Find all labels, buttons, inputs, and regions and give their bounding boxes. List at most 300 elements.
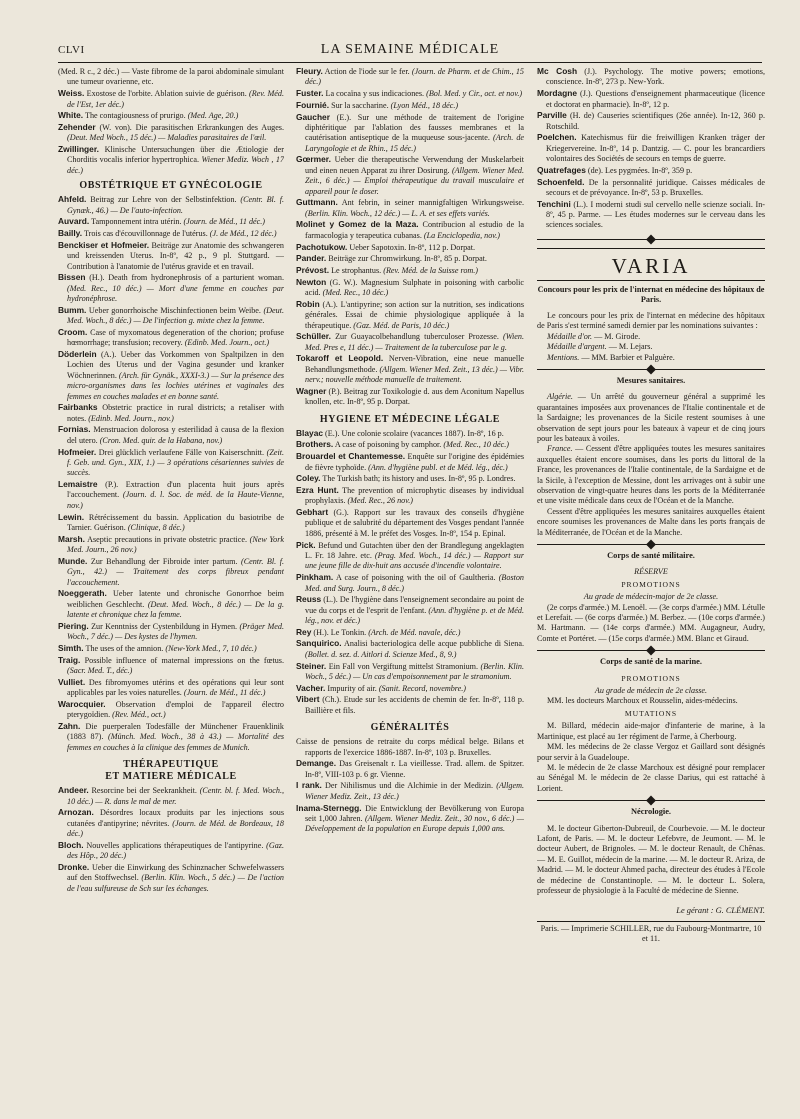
bibliography-entry bbox=[537, 199, 765, 231]
entry-source: (Präger Med. Woch., 7 déc.) — Des kystes de l'hymen. bbox=[67, 621, 284, 642]
printer-line: Paris. — Imprimerie SCHILLER, rue du Faubourg-Montmartre, 10 et 11. bbox=[540, 923, 762, 944]
entry-author: Munde. bbox=[58, 555, 88, 566]
entry-author: Brouardel et Chantemesse. bbox=[296, 451, 406, 462]
bibliography-entry bbox=[58, 228, 284, 239]
entry-author: Pachotukow. bbox=[296, 241, 348, 252]
bibliography-entry bbox=[296, 112, 524, 155]
entry-source: (New-York Med., 7, 10 déc.) bbox=[163, 643, 257, 653]
bibliography-entry bbox=[58, 305, 284, 327]
section-divider bbox=[537, 800, 765, 801]
sanitary-france-text: — Cessent d'être appliquées toutes les mesures sanitaires auxquelles étaient encore soumises, dans les ports du littoral de la France, les provenances de l'Italie continentale, de la Sardaigne et de la Sicile, à l'exception de Messine, dont les arrivages ont à subir une observation de vingt-quatre heures dans les ports de la Méditerranée et une visite médicale dans ceux de l'Océan et de la Manche. bbox=[537, 444, 765, 506]
gerant-signature: Le gérant : G. CLÉMENT. bbox=[676, 906, 765, 916]
entry-source: (Centr. Bl. f. Gyn., 42.) — Traitement des corps fibreux pendant l'accouchement. bbox=[67, 556, 284, 587]
marine-text: MM. les docteurs Marchoux et Rousselin, aides-médecins. bbox=[547, 696, 738, 706]
entry-title: Befund und Gutachten über den der Brandlegung angeklagten L. Fr. 18 Jahre. etc. bbox=[305, 540, 524, 560]
bibliography-entry bbox=[58, 194, 284, 216]
entry-author: Fuster. bbox=[296, 88, 324, 99]
entry-author: Noeggerath. bbox=[58, 588, 107, 599]
entry-author: Benckiser et Hofmeier. bbox=[58, 239, 150, 250]
bibliography-entry bbox=[296, 386, 524, 408]
varia-top-rule bbox=[537, 248, 765, 249]
col2-hyg-list bbox=[296, 428, 524, 716]
entry-title: Ueber die therapeutische Verwendung der Muskelarbeit und einen neuen Apparat zu ihrer Dosirung. bbox=[305, 155, 524, 175]
entry-title: (J.). Psychology. The motive powers; emotions, conscience. In-8º, 273 p. New-York. bbox=[546, 67, 765, 87]
entry-author: Arnozan. bbox=[58, 807, 94, 818]
bibliography-entry bbox=[296, 353, 524, 385]
entry-author: Zehender bbox=[58, 121, 96, 132]
entry-author: Döderlein bbox=[58, 349, 97, 360]
bibliography-entry bbox=[537, 177, 765, 199]
entry-title: Obstetric practice in rural districts; a retaliser with notes. bbox=[67, 403, 284, 423]
entry-source: (Sanit. Record, novembre.) bbox=[376, 683, 466, 693]
entry-title: Caisse de pensions de retraite du corps médical belge. Bilans et rapports de l'exercice 1886-1887. In-8º, 103 p. Bruxelles. bbox=[296, 737, 524, 757]
entry-title: Des fibromyomes utérins et des opérations qui leur sont applicables par les voies naturelles. bbox=[67, 677, 284, 698]
bibliography-entry bbox=[296, 242, 524, 253]
entry-author: Marsh. bbox=[58, 533, 85, 544]
entry-source: (Bol. Med. y Cir., oct. et nov.) bbox=[424, 89, 523, 99]
entry-author: Vibert bbox=[296, 694, 320, 705]
mentions-line bbox=[547, 353, 765, 363]
entry-title: (G.). Rapport sur les travaux des conseils d'hygiène publique et de salubrité du département des Vosges pendant l'année 1886, présenté à M. le préfet des Vosges. In-8º, 154 p. Epinal. bbox=[305, 508, 524, 538]
entry-title: Katechismus für die freiwilligen Kranken träger der Kriegervereine. In-8º, 14 p. Dantzig. — C. pour les brancardiers volontaires des Sociétés de secours en temps de guerre. bbox=[546, 133, 765, 164]
entry-source: (Wien. Med. Pres e, 11 déc.) — Traitement de la tuberculose par le g. bbox=[305, 332, 524, 352]
diamond-ornament-icon bbox=[646, 364, 656, 374]
entry-author: Croom. bbox=[58, 326, 88, 337]
military-text: (2e corps d'armée.) M. Lenoël. — (3e corps d'armée.) MM. Létulle et Lerefait. — (6e corps d'armée.) M. Berbez. — (10e corps d'armée.) M. Hartmann. — (14e corps d'armée.) MM. Augagneur, Audry, Comte et Portéret. — (15e corps d'armée.) MM. Blanc et Giraud. bbox=[537, 602, 765, 643]
entry-author: Fleury. bbox=[296, 66, 323, 76]
necrology-text: M. le docteur Giberton-Dubreuil, de Courbevoie. — M. le docteur Lafont, de Paris. — M. le docteur Lefebvre, de Jeumont. — M. le docteur Aubert, de Brignoles. — M. le docteur Renault, de Chênas. — M. E. Guillot, médecin de la marine. — M. le docteur R. Ariza, de Madrid. — M. le docteur Ahmed pacha, directeur des études à l'Ecole de médecine de Constantinople. — M. le docteur L. Solera, professeur de physiologie à la Faculté de médecine de Sienne. bbox=[537, 823, 765, 895]
marine-mutation-2: MM. les médecins de 2e classe Vergoz et Gaillard sont désignés pour servir à la Guadeloupe. bbox=[537, 742, 765, 762]
entry-author: Pander. bbox=[296, 253, 327, 264]
entry-source: (Med. Rec., 10 déc.) — Mort d'une femme en couches par hydronéphrose. bbox=[67, 283, 284, 304]
entry-source: (Boston Med. and Surg. Journ., 8 déc.) bbox=[305, 573, 524, 593]
col1-ther-list bbox=[58, 785, 284, 894]
entry-title: Contribucion al estudio de la farmacologia y terapeutica cubanas. bbox=[305, 220, 524, 240]
entry-source: (Ann. d'hygiène publ. et de Méd. lég., déc.) bbox=[366, 462, 508, 472]
bibliography-entry bbox=[296, 197, 524, 219]
bibliography-entry bbox=[296, 428, 524, 439]
entry-author: Ahfeld. bbox=[58, 194, 87, 205]
bibliography-entry bbox=[296, 627, 524, 638]
entry-source: (Clinique, 8 déc.) bbox=[125, 523, 185, 532]
necrology-heading: Nécrologie. bbox=[630, 807, 672, 817]
section-heading-obstetrique: OBSTÉTRIQUE ET GYNÉCOLOGIE bbox=[79, 180, 263, 192]
entry-title: Das Greisenalt r. La vieillesse. Trad. allem. de Spitzer. In-8º, VIII-103 p. 6 gr. Vienne. bbox=[305, 759, 524, 779]
entry-author: Demange. bbox=[296, 758, 337, 769]
bibliography-entry bbox=[58, 534, 284, 556]
entry-author: Pick. bbox=[296, 539, 316, 550]
entry-title: Menstruacion dolorosa y esterilidad à causa de la flexion del utero. bbox=[67, 425, 284, 445]
entry-author: Tenchini bbox=[537, 198, 571, 209]
entry-source: (Rev. Méd. de l'Est, 1er déc.) bbox=[67, 89, 284, 109]
entry-source: (La Enciclopedia, nov.) bbox=[421, 230, 501, 240]
entry-title: Ueber die Einwirkung des Schinznacher Schwefelwassers auf den Stoffwechsel. bbox=[67, 862, 284, 883]
entry-author: Vacher. bbox=[296, 682, 326, 693]
section-divider bbox=[537, 544, 765, 545]
entry-title: Désordres locaux produits par les injections sous cutanées d'antipyrine; névrites. bbox=[67, 808, 284, 828]
sanitary-malta-paragraph: Cessent d'être appliquées les mesures sanitaires auxquelles étaient encore soumises les provenances de Malte dans les ports français de la Méditerranée, de l'Océan et de la Manche. bbox=[537, 506, 765, 537]
entry-author: Lemaistre bbox=[58, 479, 98, 490]
entry-source: (Ann. d'hygiène p. et de Méd. lég., nov. et déc.) bbox=[305, 605, 524, 626]
medal-silver-label: Médaille d'argent. bbox=[547, 342, 607, 352]
entry-author: Lewin. bbox=[58, 511, 85, 522]
bibliography-entry bbox=[296, 803, 524, 835]
entry-author: Blayac bbox=[296, 427, 324, 438]
military-promotions: PROMOTIONS bbox=[621, 579, 681, 589]
bibliography-entry bbox=[58, 677, 284, 699]
bibliography-entry bbox=[58, 807, 284, 839]
bibliography-entry bbox=[296, 100, 524, 111]
marine-mutation-3: M. le médecin de 2e classe Marchoux est désigné pour remplacer au Sénégal M. le médecin de 2e classe Darius, qui est rattaché à Lorient. bbox=[537, 762, 765, 793]
entry-source: (Deut. Med. Woch., 8 déc.) — De l'infection g. mixte chez la femme. bbox=[67, 305, 284, 326]
page-header bbox=[58, 44, 762, 63]
entry-author: Bumm. bbox=[58, 304, 87, 315]
entry-title: (H.). Death from hydronephrosis of a parturient woman. bbox=[85, 273, 284, 283]
bibliography-entry bbox=[296, 154, 524, 197]
entry-source: (Centr. bl. f. Med. Woch., 10 déc.) — R. dans le mal de mer. bbox=[67, 786, 284, 806]
bibliography-entry bbox=[58, 479, 284, 511]
entry-author: Warocquier. bbox=[58, 698, 106, 709]
bibliography-entry bbox=[296, 572, 524, 594]
bibliography-entry bbox=[58, 699, 284, 721]
entry-author: Vulliet. bbox=[58, 676, 86, 687]
entry-source: (Rev. Méd. de la Suisse rom.) bbox=[381, 265, 478, 275]
medal-silver-value: — M. Lejars. bbox=[606, 342, 653, 352]
bibliography-entry bbox=[296, 277, 524, 299]
entry-title: Ueber Sapotoxin. In-8º, 112 p. Dorpat. bbox=[347, 242, 476, 252]
entry-title: Zur Kenntniss der Cystenbildung in Hymen. bbox=[88, 621, 238, 631]
entry-title: A case of poisoning by camphor. bbox=[333, 440, 442, 450]
column-2 bbox=[296, 66, 524, 1099]
bibliography-entry bbox=[58, 588, 284, 620]
entry-author: Reuss bbox=[296, 594, 322, 605]
bibliography-entry bbox=[58, 447, 284, 479]
entry-author: Bloch. bbox=[58, 839, 84, 850]
diamond-ornament-icon bbox=[646, 796, 656, 806]
section-heading-generalites: GÉNÉRALITÉS bbox=[370, 722, 450, 734]
military-reserve: RÉSERVE bbox=[634, 567, 668, 577]
entry-title: De la personnalité juridique. Caisses médicales de secours et de prévoyance. In-8º, 53 p. Bruxelles. bbox=[546, 177, 765, 197]
bibliography-entry bbox=[296, 683, 524, 694]
entry-source: (Lyon Méd., 18 déc.) bbox=[388, 100, 459, 110]
entry-title: Der Nihilismus und die Alchimie in der Medizin. bbox=[321, 781, 494, 791]
diamond-ornament-icon bbox=[646, 540, 656, 550]
entry-author: Parville bbox=[537, 110, 567, 121]
bibliography-entry bbox=[296, 331, 524, 353]
entry-source: (Med. Rec., 10 déc.) bbox=[320, 288, 389, 298]
bibliography-entry bbox=[296, 88, 524, 99]
bibliography-entry bbox=[296, 507, 524, 539]
entry-title: Observation d'emploi de l'appareil électro pterygoïdien. bbox=[67, 699, 284, 720]
entry-source: (Journ. de Méd. de Bordeaux, 18 déc.) bbox=[67, 818, 284, 839]
entry-author: Schoenfeld. bbox=[537, 176, 585, 187]
entry-source: (J. de Méd., 12 déc.) bbox=[207, 229, 277, 239]
bibliography-entry bbox=[58, 88, 284, 110]
bibliography-entry bbox=[58, 216, 284, 227]
entry-title: (Ch.). Etude sur les accidents de chemin de fer. In-8º, 118 p. Baillière et fils. bbox=[305, 695, 524, 715]
bibliography-entry bbox=[58, 110, 284, 121]
entry-author: Hofmeier. bbox=[58, 446, 97, 457]
section-heading-matiere-medicale: ET MATIERE MÉDICALE bbox=[105, 771, 237, 783]
column-3 bbox=[537, 66, 765, 1099]
bibliography-entry bbox=[296, 594, 524, 626]
section-divider bbox=[537, 650, 765, 651]
entry-source: (Edinb. Med. Journ., nov.) bbox=[86, 413, 174, 423]
entry-title: Nerven-Vibration, eine neue manuelle Behandlungsmethode. bbox=[305, 354, 524, 374]
entry-author: Gœrmer. bbox=[296, 154, 331, 165]
bibliography-entry bbox=[296, 253, 524, 264]
entry-title: Die Entwicklung der Bevölkerung von Europa seit 1,000 Jahren. bbox=[305, 803, 524, 823]
bibliography-entry bbox=[58, 621, 284, 643]
diamond-ornament-icon bbox=[646, 234, 656, 244]
entry-author: Robin bbox=[296, 298, 320, 309]
entry-author: Brothers. bbox=[296, 439, 334, 450]
entry-title: (W. von). Die parasitischen Erkrankungen des Auges. bbox=[95, 122, 284, 132]
entry-author: Zwillinger. bbox=[58, 144, 99, 155]
medal-gold-line bbox=[547, 332, 765, 342]
entry-title: The contagiousness of prurigo. bbox=[83, 111, 186, 121]
bibliography-entry bbox=[58, 840, 284, 862]
entry-title: Beiträge zur Anatomie des schwangeren und kreissenden Uterus. In-8º, 42 p., 9 pl. Stuttgard. — Contribution à l'anatomie de l'utérus gravide et en travail. bbox=[67, 240, 284, 271]
entry-source: (Allgem. Wiener Med. Zeit., 13 déc.) — Vibr. nerv.; nouvelle méthode manuelle de traitement. bbox=[305, 364, 524, 385]
entry-author: Piering. bbox=[58, 620, 89, 631]
entry-title: A case of poisoning with the oil of Gaultheria. bbox=[333, 573, 496, 583]
entry-title: Trois cas d'écouvillonnage de l'utérus. bbox=[82, 229, 208, 239]
entry-title: Le strophantus. bbox=[329, 265, 382, 275]
entry-author: Simth. bbox=[58, 642, 84, 653]
bibliography-entry bbox=[58, 862, 284, 894]
entry-source: (Allgem. Wiener Med. Zeit., 6 déc.) — Emploi thérapeutique du travail musculaire et appareil pour le doser. bbox=[305, 165, 524, 196]
bibliography-entry bbox=[296, 780, 524, 802]
entry-author: Fournié. bbox=[296, 99, 330, 110]
entry-author: Gebhart bbox=[296, 507, 329, 518]
entry-author: Wagner bbox=[296, 385, 327, 396]
entry-author: Traig. bbox=[58, 654, 81, 665]
entry-title: Impurity of air. bbox=[325, 683, 377, 693]
entry-source: (Arch. für Gynäk., XXXI-3.) — Sur la présence des micro-organismes dans les lochies utérines et vaginales des femmes en couches malades et en bonne santé. bbox=[67, 370, 284, 401]
entry-author: Auvard. bbox=[58, 216, 90, 227]
entry-title: (H. de) Causeries scientifiques (26e année). In-12, 360 p. Rotschild. bbox=[546, 111, 765, 131]
entry-title: (P.). Beitrag zur Toxikologie d. aus dem Aconitum Napellus knollen, etc. In-8º, 95 p. Dorpat. bbox=[305, 386, 524, 407]
entry-title: Beiträge zur Chromwirkung. In-8º, 85 p. Dorpat. bbox=[326, 254, 487, 264]
bibliography-entry bbox=[58, 349, 284, 402]
entry-title: Action de l'iode sur le fer. bbox=[322, 67, 410, 76]
entry-title: Analisi bacteriologica delle acque pubbliche di Siena. bbox=[341, 639, 524, 649]
mentions-value: — MM. Barbier et Palguère. bbox=[579, 352, 675, 362]
sanitary-algeria-text: — Un arrêté du gouverneur général a supprimé les quarantaines imposées aux provenances de l'Italie continentale et de la Sardaigne; les provenances de la Sicile restent soumises à une observation de sept jours pour les bateaux à vapeur et de cinq jours pour les bateaux à voiles. bbox=[537, 392, 765, 443]
entry-source: (Edinb. Med. Journ., oct.) bbox=[182, 338, 270, 348]
entry-source: (Med. Rec., 10 déc.) bbox=[441, 440, 510, 450]
entry-source: (Gaz. des Hôp., 20 déc.) bbox=[67, 840, 284, 861]
entry-source: (Gaz. Méd. de Paris, 10 déc.) bbox=[351, 320, 450, 330]
entry-author: Dronke. bbox=[58, 861, 90, 872]
entry-title: Ein Fall von Vergiftung mittelst Stramonium. bbox=[326, 661, 479, 671]
entry-title: Nouvelles applications thérapeutiques de l'antipyrine. bbox=[83, 840, 264, 850]
entry-author: Fairbanks bbox=[58, 402, 98, 413]
entry-author: Mc Cosh bbox=[537, 66, 578, 76]
entry-author: Fornias. bbox=[58, 424, 91, 435]
entry-title: (L.). I moderni studi sul cervello nelle scienze sociali. In-8º, 45 p. Parme. — Les études modernes sur le cerveau dans les sciences sociales. bbox=[546, 199, 765, 230]
marine-grade: Au grade de médecin de 2e classe. bbox=[594, 686, 708, 696]
entry-author: White. bbox=[58, 110, 84, 121]
bibliography-entry bbox=[58, 122, 284, 144]
entry-title: Zur Behandlung der Fibroide inter partum. bbox=[87, 556, 238, 566]
entry-title: (A.). Ueber das Vorkommen von Spaltpilzen in den Lochien des Uterus und der Vagina gesunder und kranker Wöchnerinnen. bbox=[67, 350, 284, 380]
entry-title: La cocaïna y sus indicaciones. bbox=[323, 89, 425, 99]
marine-mutation-1: M. Billard, médecin aide-major d'infanterie de marine, à la Martinique, est placé au 1er régiment de l'arme, à Cherbourg. bbox=[537, 721, 765, 741]
entry-title: Possible influence of maternal impressions on the fœtus. bbox=[80, 655, 284, 665]
entry-source: (Med. Rec., 26 nov.) bbox=[345, 496, 413, 506]
sanitary-algeria-paragraph bbox=[537, 392, 765, 444]
entry-author: Tokaroff et Leopold. bbox=[296, 353, 384, 364]
bibliography-entry bbox=[58, 512, 284, 534]
entry-source: (Arch. de Laryngologie et de Rhin., 15 déc.) bbox=[305, 133, 524, 153]
entry-title: The Turkish bath; its history and uses. In-8º, 95 p. Londres. bbox=[320, 474, 516, 484]
bibliography-entry bbox=[58, 655, 284, 677]
bibliography-entry bbox=[296, 736, 524, 758]
entry-title: Rétrécissement du bassin. Application du basiotribe de Tarnier. Guérison. bbox=[67, 512, 284, 532]
entry-author: Zahn. bbox=[58, 720, 81, 731]
bibliography-entry bbox=[58, 66, 284, 88]
entry-source: (Arch. de Méd. navale, déc.) bbox=[366, 627, 461, 637]
section-divider bbox=[537, 369, 765, 370]
entry-author: Molinet y Gomez de la Maza. bbox=[296, 219, 419, 230]
entry-source: (Journ. de Pharm. et de Chim., 15 déc.) bbox=[305, 67, 524, 87]
entry-source: (Journ. d. l. Soc. de méd. de la Haute-Vienne, nov.) bbox=[67, 490, 284, 510]
entry-title: Ueber gonorrhoische Mischinfectionen beim Weibe. bbox=[86, 305, 261, 315]
sanitary-algeria-lead: Algérie. bbox=[547, 392, 573, 402]
entry-author: Sanquirico. bbox=[296, 638, 342, 649]
entry-author: I rank. bbox=[296, 780, 322, 791]
col1-obst-list bbox=[58, 194, 284, 753]
sanitary-heading: Mesures sanitaires. bbox=[616, 375, 686, 385]
col1-pre-list bbox=[58, 66, 284, 176]
sanitary-france-lead: France. bbox=[547, 444, 573, 454]
journal-title: LA SEMAINE MÉDICALE bbox=[320, 42, 500, 57]
bibliography-entry bbox=[58, 424, 284, 446]
entry-author: Inama-Sternegg. bbox=[296, 802, 362, 813]
entry-author: Schüller. bbox=[296, 331, 331, 342]
entry-title: Tamponnement intra utérin. bbox=[89, 217, 182, 227]
entry-source: (Prag. Med. Woch., 14 déc.) — Rapport sur une jeune fille de dix-huit ans accusée d'incendie volontaire. bbox=[305, 551, 524, 571]
entry-source: (Journ. de Méd., 11 déc.) bbox=[181, 217, 265, 227]
entry-source: (Berlin. Klin. Woch., 5 déc.) — Un cas d'empoisonnement par le stramonium. bbox=[305, 661, 524, 681]
military-heading: Corps de santé militaire. bbox=[607, 551, 695, 560]
entry-author: Coley. bbox=[296, 473, 321, 484]
bibliography-entry bbox=[296, 661, 524, 683]
entry-author: Poelchen. bbox=[537, 132, 577, 143]
entry-author: Steiner. bbox=[296, 660, 327, 671]
medal-gold-label: Médaille d'or. bbox=[547, 331, 593, 341]
bibliography-entry bbox=[58, 144, 284, 176]
entry-author: Gaucher bbox=[296, 111, 330, 122]
bibliography-entry bbox=[537, 110, 765, 132]
bibliography-entry bbox=[537, 66, 765, 88]
entry-source: (Cron. Med. quir. de la Habana, nov.) bbox=[97, 435, 223, 445]
entry-title: Case of myxomatous degeneration of the chorion; profuse hœmorrhage; transfusion; recovery. bbox=[67, 327, 284, 348]
col3-pre-list bbox=[537, 66, 765, 231]
entry-title: Sur la saccharine. bbox=[329, 100, 389, 110]
entry-author: Rey bbox=[296, 626, 312, 637]
column-1 bbox=[58, 66, 284, 1099]
bibliography-entry bbox=[296, 540, 524, 572]
entry-source: (Berlin. Klin. Woch., 5 déc.) — De l'action de l'eau sulfureuse de Sch sur les échanges. bbox=[67, 873, 284, 893]
entry-source: (Allgem. Wiener Mediz. Zeit., 13 déc.) bbox=[305, 781, 524, 801]
bibliography-entry bbox=[58, 327, 284, 349]
varia-paragraph: Le concours pour les prix de l'internat en médecine des hôpitaux de Paris s'est terminé samedi dernier par les nominations suivantes : bbox=[537, 310, 765, 331]
entry-title: Die puerperalen Todesfälle der Münchener Frauenklinik (1883 87). bbox=[67, 721, 284, 742]
marine-mutations: MUTATIONS bbox=[624, 708, 678, 718]
section-heading-therapeutique: THÉRAPEUTIQUE bbox=[123, 759, 219, 771]
page-number: CLVI bbox=[58, 44, 85, 56]
mentions-label: Mentions. bbox=[547, 352, 580, 362]
entry-source: (Zeit. f. Geb. und. Gyn., XIX, 1.) — 3 opérations césariennes suivies de succès. bbox=[67, 447, 284, 478]
entry-source: (Münch. Med. Woch., 38 à 43.) — Mortalité des femmes en couches à la clinique des femmes de Munich. bbox=[67, 732, 284, 752]
bibliography-entry bbox=[58, 721, 284, 753]
entry-title: Zur Guayacolbehandlung tuberculoser Prozesse. bbox=[330, 332, 499, 342]
entry-author: Prévost. bbox=[296, 264, 330, 275]
entry-title: The uses of the amnion. bbox=[83, 643, 164, 653]
entry-source: (Bollet. d. sez. d. Aitlori d. Scienze Med., 8, 9.) bbox=[305, 649, 457, 659]
entry-source: (Journ. de Méd., 11 déc.) bbox=[181, 688, 266, 698]
section-divider bbox=[537, 239, 765, 240]
entry-source: (Deut. Med. Woch., 8 déc.) — De la g. latente et chronique chez la femme. bbox=[67, 599, 284, 620]
entry-title: (E.). Une colonie scolaire (vacances 1887). In-8º, 16 p. bbox=[323, 428, 504, 438]
varia-bottom-rule bbox=[537, 280, 765, 281]
entry-title: (E.). Sur une méthode de traitement de l'origine diphtéritique par l'ablation des fausses membranes et la cautérisation antiseptique de la muqueuse sous-jacente. bbox=[305, 112, 524, 143]
entry-source: (New York Med. Journ., 26 nov.) bbox=[67, 534, 284, 555]
bibliography-entry bbox=[296, 299, 524, 331]
bibliography-entry bbox=[296, 451, 524, 473]
varia-subheading: Concours pour les prix de l'internat en médecine des hôpitaux de Paris. bbox=[537, 284, 765, 304]
entry-title: (de). Les pygmées. In-8º, 359 p. bbox=[585, 165, 693, 175]
bibliography-entry bbox=[537, 88, 765, 110]
entry-title: The prevention of microphytic diseases by individual prophylaxis. bbox=[305, 485, 524, 506]
marine-heading: Corps de santé de la marine. bbox=[600, 657, 702, 667]
entry-author: Bissen bbox=[58, 272, 86, 283]
entry-title: Ueber latente und chronische Gonorrhoe beim weiblichen Geschlecht. bbox=[67, 589, 284, 609]
bibliography-entry bbox=[296, 638, 524, 660]
entry-title: Exostose de l'orbite. Ablation suivie de guérison. bbox=[84, 89, 247, 99]
bibliography-entry bbox=[537, 165, 765, 176]
entry-title: Klinische Untersuchungen über die Ætiologie der Chorditis vocalis inferior hypertrophica. bbox=[67, 145, 284, 165]
entry-title: Beitrag zur Lehre von der Selbstinfektion. bbox=[86, 195, 237, 205]
bibliography-entry bbox=[58, 556, 284, 588]
col2-gen-list bbox=[296, 736, 524, 835]
entry-author: Pinkham. bbox=[296, 572, 334, 583]
bibliography-entry bbox=[296, 694, 524, 716]
bibliography-entry bbox=[537, 132, 765, 164]
bibliography-entry bbox=[296, 219, 524, 241]
entry-author: Weiss. bbox=[58, 88, 85, 99]
bibliography-entry bbox=[58, 643, 284, 654]
entry-author: Quatrefages bbox=[537, 164, 586, 175]
entry-source: Wiener Mediz. Woch , 17 déc.) bbox=[67, 155, 284, 175]
bibliography-entry bbox=[296, 473, 524, 484]
marine-promotions: PROMOTIONS bbox=[621, 673, 681, 683]
entry-source: (Centr. Bl. f. Gynæk., 46.) — De l'auto-infection. bbox=[67, 195, 284, 215]
sanitary-france-paragraph bbox=[537, 444, 765, 506]
entry-author: Andeer. bbox=[58, 785, 89, 796]
bibliography-entry bbox=[58, 402, 284, 424]
entry-title: Ant febrin, in seiner mannigfaltigen Wirkungsweise. bbox=[337, 198, 524, 208]
medal-silver-line bbox=[547, 342, 765, 352]
col2-pre-list bbox=[296, 66, 524, 408]
entry-source: (Deut. Med Woch., 15 déc.) — Maladies parasitaires de l'œil. bbox=[67, 133, 267, 143]
entry-source: (Berlin. Klin. Woch., 12 déc.) — L. A. et ses effets variés. bbox=[305, 208, 490, 218]
military-grade: Au grade de médecin-major de 2e classe. bbox=[583, 592, 719, 602]
entry-title: (L.). De l'hygiène dans l'enseignement secondaire au point de vue du corps et de l'esprit de l'enfant. bbox=[305, 595, 524, 615]
